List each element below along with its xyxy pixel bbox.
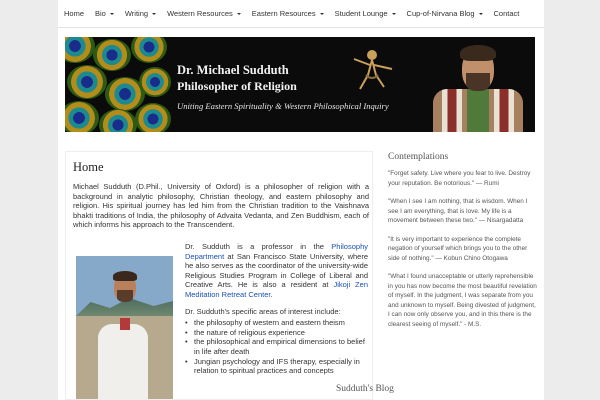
nav-writing[interactable] [125,9,156,18]
bio-text-before: Dr. Sudduth is a professor in the [185,242,332,251]
interests-intro: Dr. Sudduth's specific areas of interest include: [185,306,341,316]
caret-down-icon [392,13,396,15]
banner-tagline: Uniting Eastern Spirituality & Western Philosophical Inquiry [177,101,389,111]
peacock-feather-image [65,37,170,132]
dancing-deity-illustration [340,45,400,95]
banner-subtitle: Philosopher of Religion [177,79,297,93]
header-banner[interactable] [65,37,535,132]
nav-western-resources[interactable] [167,9,241,18]
nav-student-lounge[interactable] [335,9,396,18]
jikoji-retreat-link[interactable]: Jikoji Zen Meditation Retreat Center [185,280,368,299]
list-item: • the nature of religious experience [185,328,368,338]
quote-nisargadatta: "When I see I am nothing, that is wisdom. When I see I am everything, that is love. My life is a movement between these two." — Nisargadatta [388,198,528,224]
nav-western-label: Western Resources [167,9,233,18]
banner-name: Dr. Michael Sudduth [177,63,289,77]
caret-down-icon [152,13,156,15]
sudduth-blog-title: Sudduth's Blog [336,384,394,394]
nav-home[interactable] [64,9,84,18]
nav-contact-label: Contact [493,9,520,18]
caret-down-icon [237,13,241,15]
nav-bio[interactable] [95,9,114,18]
caret-down-icon [320,13,324,15]
page-title: Home [73,160,104,174]
bio-text-after: . [270,289,273,299]
caret-down-icon [110,13,114,15]
top-navigation [58,0,544,28]
nav-eastern-resources[interactable] [252,9,324,18]
nav-blog-label: Cup-of-Nirvana Blog [406,9,475,18]
nav-student-label: Student Lounge [334,9,388,18]
philosophy-department-link[interactable]: Philosophy Department [185,242,368,261]
nav-writing-label: Writing [124,9,149,18]
intro-paragraph: Michael Sudduth (D.Phil., University of Oxford) is a philosopher of religion with a background in analytic philosophy, Christian theology, and eastern philosophy and religion. His spiritual journey has led him from the Christian tradition to the Vaishnava bhakti traditions of India, the philosophy of Advaita Vedanta, and Zen Buddhism, each of which informs his approach to the Transcendent. [73,182,369,230]
main-content [65,151,373,400]
contemplations-title: Contemplations [388,152,449,162]
nav-contact[interactable] [494,9,520,18]
sidebar [388,151,538,338]
text-column [185,242,368,376]
bio-text-middle: at San Francisco State University, where he also serves as the coordinator of the university-wide Religious Studies Program in College of Liberal and Creative Arts. He is also a resident at [185,251,369,290]
portrait-photo [76,256,173,400]
page-container [58,28,544,400]
caret-down-icon [479,13,483,15]
quote-kobun: "It is very important to experience the complete negation of yourself which brings you to the other side of nothing." — Kobun Chino Otogawa [388,235,528,262]
author-photo [433,37,523,132]
nav-cup-of-nirvana-blog[interactable] [407,9,483,18]
nav-home-label: Home [64,9,85,18]
list-item: • the philosophical and empirical dimensions to belief in life after death [185,337,368,356]
quote-rumi: "Forget safety. Live where you fear to live. Destroy your reputation. Be notorious." — Rumi [388,170,531,187]
nav-eastern-label: Eastern Resources [251,9,316,18]
bio-paragraph [185,242,368,300]
list-item: • the philosophy of western and eastern theism [185,318,368,328]
interests-list [185,318,368,376]
quote-ms: "What I found unacceptable or utterly reprehensible in you has now become the most beautiful revelation of myself. In the judgment, I was separate from you and unknown to myself. Being divested of judgment, I can now only observe you, and in this there is the clearest seeing of myself." - M.S. [388,273,537,328]
nav-bio-label: Bio [95,9,106,18]
list-item: • Jungian psychology and IFS therapy, especially in relation to spiritual practices and concepts [185,357,368,376]
